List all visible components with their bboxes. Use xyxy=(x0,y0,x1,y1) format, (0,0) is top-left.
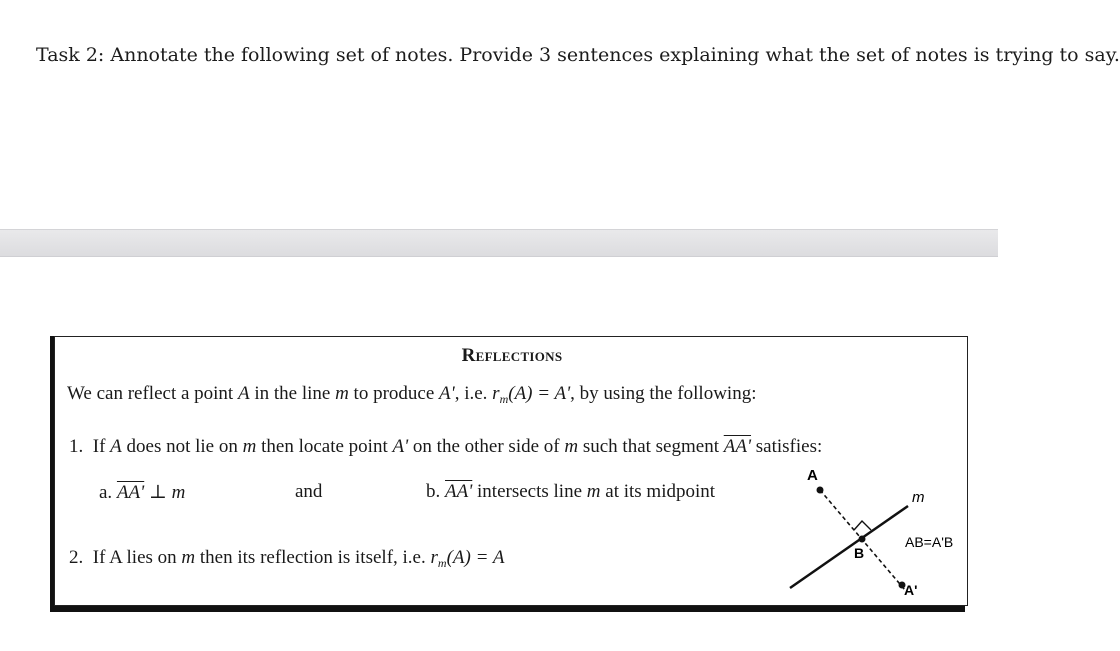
label-b: B xyxy=(854,545,865,561)
task-instruction: Task 2: Annotate the following set of notes. Provide 3 sentences explaining what the set of notes is trying to say. xyxy=(36,44,1120,66)
rule-1a: a. AA' ⊥ m xyxy=(99,482,186,503)
section-divider xyxy=(0,229,998,257)
rule-1: 1. If A does not lie on m then locate point A' on the other side of m such that segment AA' satisfies: xyxy=(69,436,823,457)
point-b-dot xyxy=(859,536,866,543)
label-a: A xyxy=(807,467,818,484)
and-connector: and xyxy=(295,481,323,502)
label-a-prime: A' xyxy=(904,582,918,598)
right-angle-mark xyxy=(854,521,871,530)
point-a-dot xyxy=(817,487,824,494)
intro-sentence: We can reflect a point A in the line m to produce A', i.e. $r_m(A) = A'$, by using the following: xyxy=(67,383,757,406)
rule-1b: b. AA' intersects line m at its midpoint xyxy=(426,481,716,502)
line-m xyxy=(790,506,908,588)
rule-2: 2. If A lies on m then its reflection is itself, i.e. $r_m(A) = A$ xyxy=(69,547,505,570)
equation-ab-eq-a-prime-b: AB=A'B xyxy=(905,534,954,550)
label-m: m xyxy=(912,489,925,506)
reflection-diagram xyxy=(780,460,980,600)
notes-title: Reflections xyxy=(461,345,563,366)
